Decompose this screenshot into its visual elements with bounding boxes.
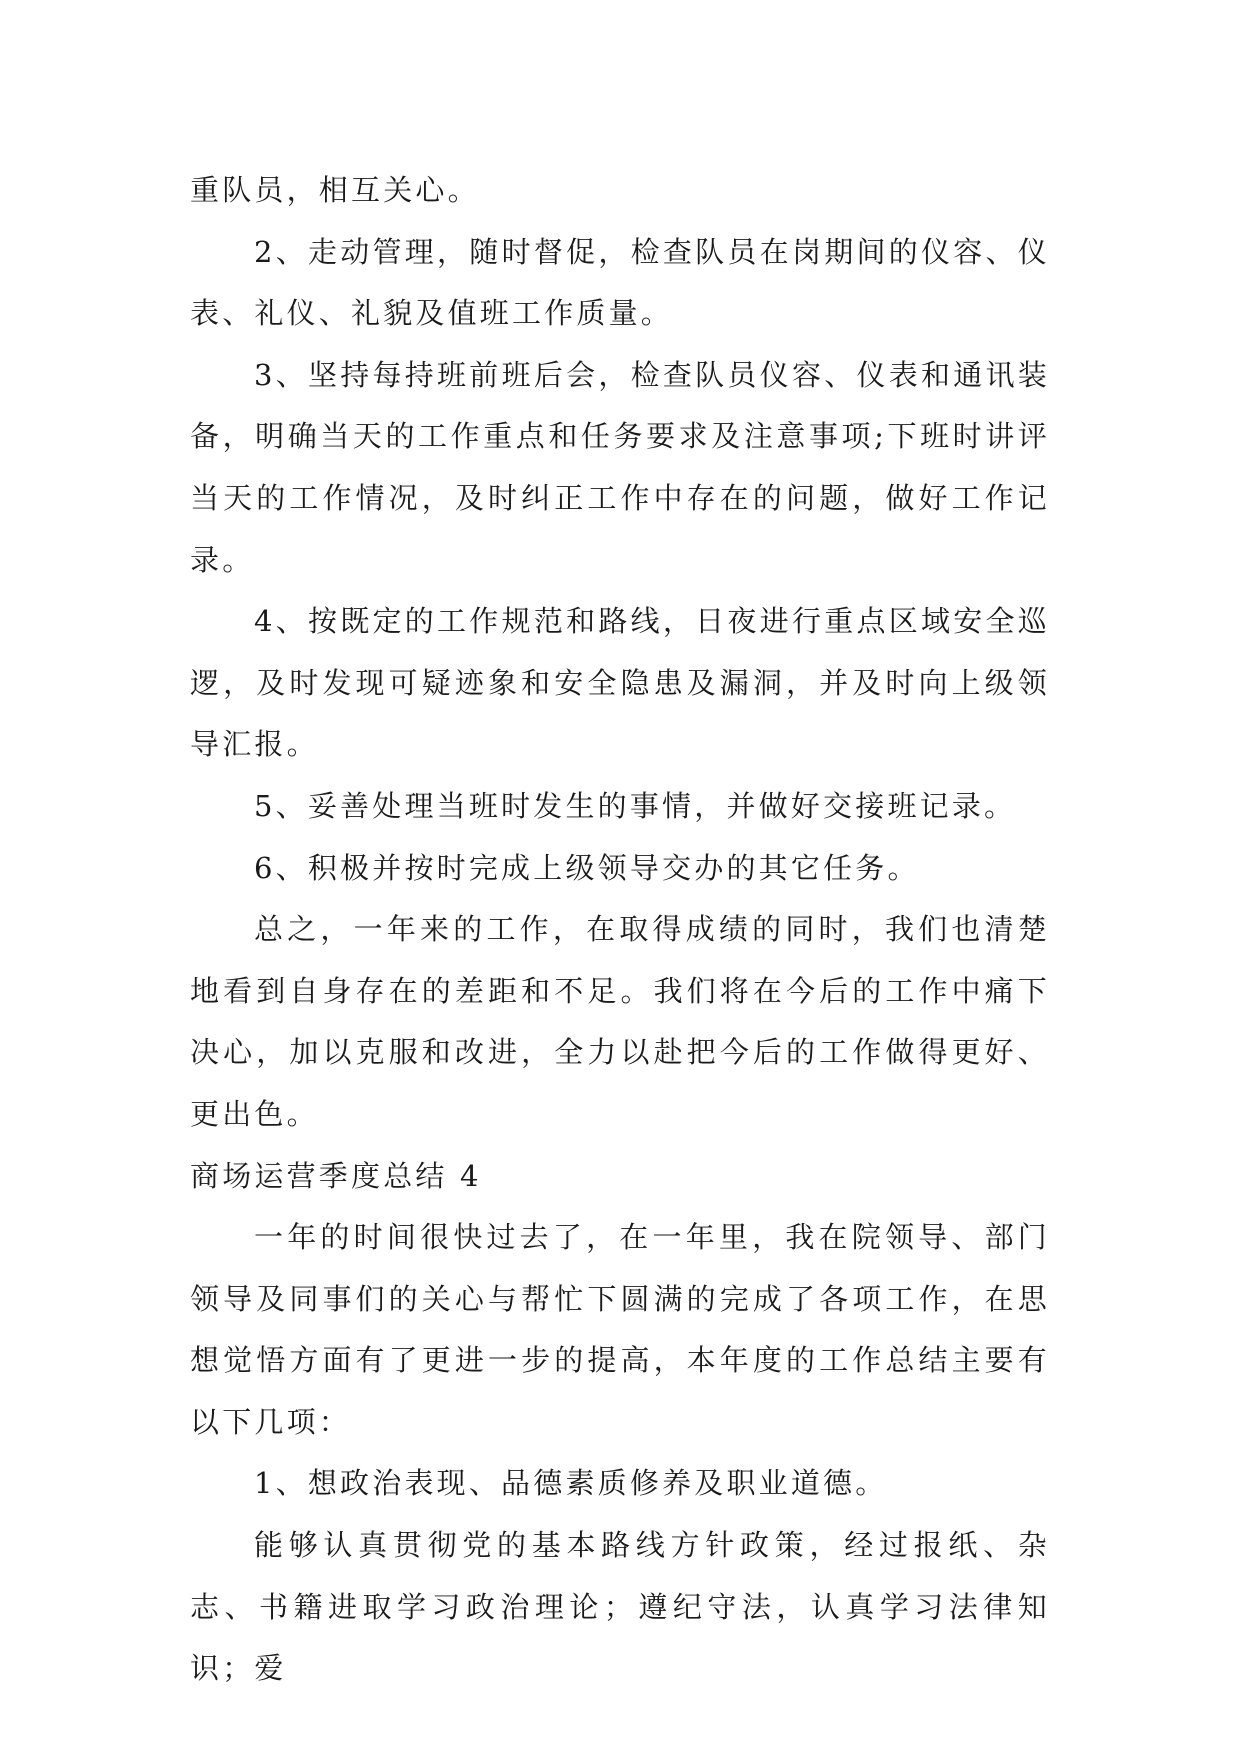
document-body <box>190 160 1050 1700</box>
paragraph-item-6: 6、积极并按时完成上级领导交办的其它任务。 <box>254 850 920 885</box>
paragraph-continuation: 重队员，相互关心。 <box>190 173 480 207</box>
paragraph-item-2: 2、走动管理，随时督促，检查队员在岗期间的仪容、仪表、礼仪、礼貌及值班工作质量。 <box>190 234 1050 331</box>
paragraph-item-4: 4、按既定的工作规范和路线，日夜进行重点区域安全巡逻，及时发现可疑迹象和安全隐患及漏洞，并及时向上级领导汇报。 <box>190 604 1050 762</box>
paragraph-item-3: 3、坚持每持班前班后会，检查队员仪容、仪表和通讯装备，明确当天的工作重点和任务要求及注意事项;下班时讲评当天的工作情况，及时纠正工作中存在的问题，做好工作记录。 <box>190 357 1050 577</box>
paragraph-section-item-1: 1、想政治表现、品德素质修养及职业道德。 <box>254 1466 888 1501</box>
section-title: 商场运营季度总结 4 <box>190 1158 482 1193</box>
paragraph-item-5: 5、妥善处理当班时发生的事情，并做好交接班记录。 <box>254 788 1017 823</box>
paragraph-summary: 总之，一年来的工作，在取得成绩的同时，我们也清楚地看到自身存在的差距和不足。我们将在今后的工作中痛下决心，加以克服和改进，全力以赴把今后的工作做得更好、更出色。 <box>190 912 1050 1131</box>
paragraph-section-intro: 一年的时间很快过去了，在一年里，我在院领导、部门领导及同事们的关心与帮忙下圆满的完成了各项工作，在思想觉悟方面有了更进一步的提高，本年度的工作总结主要有以下几项： <box>190 1220 1050 1439</box>
paragraph-section-body: 能够认真贯彻党的基本路线方针政策，经过报纸、杂志、书籍进取学习政治理论；遵纪守法，认真学习法律知识；爱 <box>190 1528 1050 1686</box>
